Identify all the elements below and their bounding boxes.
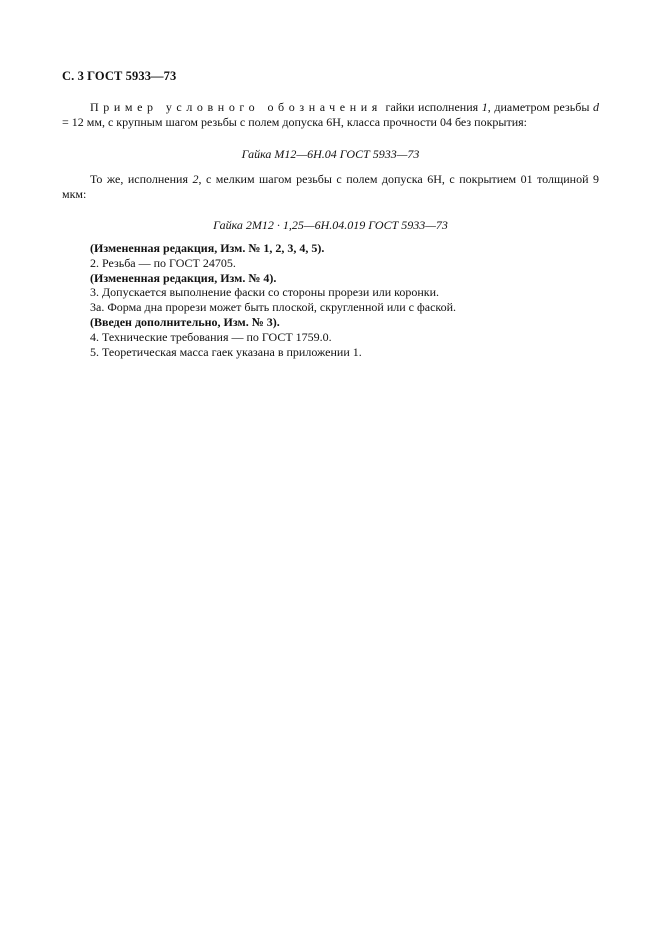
example-text: , диаметром резьбы [487, 100, 590, 114]
d-symbol: d [593, 100, 600, 114]
list-item: 5. Теоретическая масса гаек указана в приложении 1. [90, 344, 362, 359]
variant-number: 2 [192, 172, 199, 186]
designation-formula-1: Гайка М12—6Н.04 ГОСТ 5933—73 [241, 147, 420, 161]
variant-number: 1 [481, 100, 488, 114]
example-text: , с мелким шагом резьбы с полем допуска 6Н, с покрытием 01 толщиной 9 мкм: [62, 172, 599, 201]
example-lead: Пример условного обозначения [90, 100, 382, 114]
example-text: гайки исполнения [381, 100, 482, 114]
example-text: = 12 мм, с крупным шагом резьбы с полем допуска 6Н, класса прочности 04 без покрытия: [62, 114, 527, 129]
list-item: 4. Технические требования — по ГОСТ 1759.0. [90, 329, 332, 344]
notes-list [90, 241, 600, 359]
designation-formula-2: Гайка 2М12 · 1,25—6Н.04.019 ГОСТ 5933—73 [213, 218, 448, 232]
amendment-note: (Введен дополнительно, Изм. № 3). [90, 314, 280, 329]
list-item: 3. Допускается выполнение фаски со стороны прорези или коронки. [90, 285, 440, 300]
amendment-note: (Измененная редакция, Изм. № 4). [90, 270, 277, 285]
page-header: С. 3 ГОСТ 5933—73 [62, 69, 177, 83]
example-paragraph-2 [62, 172, 599, 201]
example-paragraph-1 [62, 100, 599, 129]
example-text: То же, исполнения [90, 172, 193, 186]
list-item: 3а. Форма дна прорези может быть плоской, скругленной или с фаской. [90, 300, 457, 315]
list-item: 2. Резьба — по ГОСТ 24705. [90, 255, 236, 270]
amendment-note: (Измененная редакция, Изм. № 1, 2, 3, 4, 5). [90, 241, 325, 255]
